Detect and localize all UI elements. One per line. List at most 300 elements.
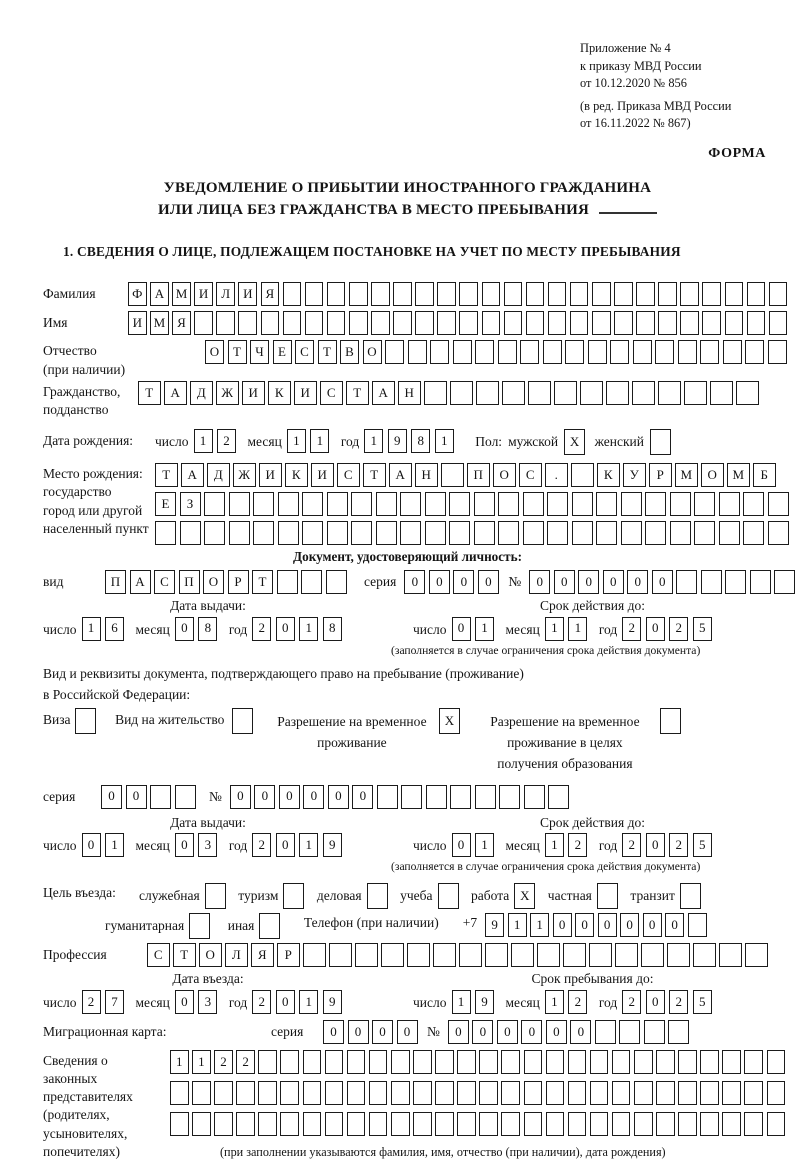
char-cell[interactable]: 1 xyxy=(299,990,318,1014)
char-cell[interactable] xyxy=(702,282,721,306)
char-cell[interactable] xyxy=(619,1020,640,1044)
char-cell[interactable]: 2 xyxy=(669,617,688,641)
char-cell[interactable]: 0 xyxy=(646,833,665,857)
char-cell[interactable]: Т xyxy=(155,463,178,487)
char-cell[interactable]: 8 xyxy=(411,429,430,453)
char-cell[interactable] xyxy=(216,311,235,335)
char-cell[interactable]: 2 xyxy=(252,617,271,641)
char-cell[interactable] xyxy=(229,521,250,545)
char-cell[interactable] xyxy=(391,1112,410,1136)
char-cell[interactable] xyxy=(634,1112,653,1136)
char-cell[interactable] xyxy=(170,1081,189,1105)
char-cell[interactable] xyxy=(415,282,434,306)
purpose-other[interactable] xyxy=(228,913,284,939)
char-cell[interactable] xyxy=(229,492,250,516)
char-cell[interactable] xyxy=(457,1112,476,1136)
char-cell[interactable] xyxy=(572,492,593,516)
purpose-transit[interactable] xyxy=(630,883,704,909)
char-cell[interactable] xyxy=(393,311,412,335)
char-cell[interactable]: 1 xyxy=(105,833,124,857)
char-cell[interactable]: З xyxy=(180,492,201,516)
char-cell[interactable]: 1 xyxy=(192,1050,211,1074)
char-cell[interactable] xyxy=(744,1112,763,1136)
char-cell[interactable]: А xyxy=(150,282,169,306)
char-cell[interactable] xyxy=(253,492,274,516)
char-cell[interactable] xyxy=(523,521,544,545)
char-cell[interactable]: 1 xyxy=(310,429,329,453)
char-cell[interactable] xyxy=(238,311,257,335)
char-cell[interactable]: 0 xyxy=(175,833,194,857)
char-cell[interactable] xyxy=(371,311,390,335)
char-cell[interactable]: И xyxy=(294,381,317,405)
char-cell[interactable] xyxy=(236,1112,255,1136)
char-cell[interactable]: 1 xyxy=(287,429,306,453)
char-cell[interactable] xyxy=(302,521,323,545)
char-cell[interactable] xyxy=(457,1081,476,1105)
char-cell[interactable]: 1 xyxy=(475,617,494,641)
char-cell[interactable] xyxy=(678,1112,697,1136)
char-cell[interactable] xyxy=(482,311,501,335)
char-cell[interactable] xyxy=(633,340,652,364)
char-cell[interactable] xyxy=(547,492,568,516)
char-cell[interactable]: А xyxy=(389,463,412,487)
char-cell[interactable]: 5 xyxy=(693,990,712,1014)
purpose-humanitarian-checkbox[interactable] xyxy=(189,913,214,939)
char-cell[interactable]: 0 xyxy=(472,1020,493,1044)
char-cell[interactable]: 0 xyxy=(303,785,324,809)
char-cell[interactable] xyxy=(745,943,768,967)
char-cell[interactable]: Т xyxy=(346,381,369,405)
char-cell[interactable]: 9 xyxy=(323,990,342,1014)
char-cell[interactable] xyxy=(596,521,617,545)
char-cell[interactable] xyxy=(261,311,280,335)
char-cell[interactable] xyxy=(612,1081,631,1105)
char-cell[interactable] xyxy=(347,1050,366,1074)
char-cell[interactable]: И xyxy=(259,463,282,487)
char-cell[interactable] xyxy=(636,311,655,335)
char-cell[interactable] xyxy=(606,381,629,405)
char-cell[interactable] xyxy=(303,1050,322,1074)
char-cell[interactable] xyxy=(236,1081,255,1105)
char-cell[interactable] xyxy=(658,282,677,306)
char-cell[interactable]: Т xyxy=(138,381,161,405)
char-cell[interactable] xyxy=(303,943,326,967)
char-cell[interactable] xyxy=(355,943,378,967)
char-cell[interactable] xyxy=(774,570,795,594)
char-cell[interactable]: 8 xyxy=(323,617,342,641)
char-cell[interactable]: И xyxy=(242,381,265,405)
char-cell[interactable]: О xyxy=(493,463,516,487)
char-cell[interactable]: И xyxy=(194,282,213,306)
char-cell[interactable] xyxy=(501,1050,520,1074)
purpose-private[interactable] xyxy=(548,883,622,909)
char-cell[interactable]: 3 xyxy=(198,833,217,857)
char-cell[interactable] xyxy=(449,492,470,516)
char-cell[interactable]: 0 xyxy=(101,785,122,809)
char-cell[interactable]: А xyxy=(372,381,395,405)
char-cell[interactable] xyxy=(325,1050,344,1074)
female-checkbox[interactable] xyxy=(650,429,675,455)
visa-checkbox[interactable] xyxy=(75,708,100,734)
char-cell[interactable] xyxy=(615,943,638,967)
char-cell[interactable] xyxy=(283,311,302,335)
char-cell[interactable]: Т xyxy=(318,340,337,364)
char-cell[interactable] xyxy=(325,1081,344,1105)
char-cell[interactable] xyxy=(595,1020,616,1044)
char-cell[interactable] xyxy=(349,282,368,306)
char-cell[interactable]: У xyxy=(623,463,646,487)
char-cell[interactable] xyxy=(656,1050,675,1074)
char-cell[interactable] xyxy=(258,1081,277,1105)
char-cell[interactable]: М xyxy=(150,311,169,335)
char-cell[interactable] xyxy=(385,340,404,364)
char-cell[interactable] xyxy=(305,311,324,335)
char-cell[interactable] xyxy=(678,1050,697,1074)
char-cell[interactable] xyxy=(769,282,788,306)
char-cell[interactable] xyxy=(526,282,545,306)
char-cell[interactable]: С xyxy=(147,943,170,967)
char-cell[interactable] xyxy=(571,463,594,487)
purpose-tourism[interactable] xyxy=(238,883,308,909)
char-cell[interactable]: К xyxy=(285,463,308,487)
char-cell[interactable]: 1 xyxy=(530,913,549,937)
char-cell[interactable] xyxy=(351,492,372,516)
char-cell[interactable]: 5 xyxy=(693,833,712,857)
char-cell[interactable]: 0 xyxy=(404,570,425,594)
char-cell[interactable]: 0 xyxy=(646,990,665,1014)
char-cell[interactable] xyxy=(371,282,390,306)
char-cell[interactable] xyxy=(175,785,196,809)
char-cell[interactable] xyxy=(524,1081,543,1105)
char-cell[interactable]: О xyxy=(205,340,224,364)
char-cell[interactable] xyxy=(283,883,304,909)
char-cell[interactable] xyxy=(189,913,210,939)
char-cell[interactable] xyxy=(568,1081,587,1105)
char-cell[interactable] xyxy=(204,521,225,545)
char-cell[interactable] xyxy=(656,1112,675,1136)
char-cell[interactable] xyxy=(572,521,593,545)
char-cell[interactable] xyxy=(433,943,456,967)
char-cell[interactable] xyxy=(768,492,789,516)
char-cell[interactable]: 5 xyxy=(693,617,712,641)
char-cell[interactable] xyxy=(767,1112,786,1136)
char-cell[interactable] xyxy=(621,492,642,516)
char-cell[interactable] xyxy=(501,1112,520,1136)
char-cell[interactable]: 0 xyxy=(328,785,349,809)
char-cell[interactable] xyxy=(459,311,478,335)
char-cell[interactable] xyxy=(283,282,302,306)
char-cell[interactable]: Н xyxy=(398,381,421,405)
char-cell[interactable] xyxy=(693,943,716,967)
char-cell[interactable]: 8 xyxy=(198,617,217,641)
char-cell[interactable]: Р xyxy=(277,943,300,967)
char-cell[interactable] xyxy=(592,311,611,335)
char-cell[interactable] xyxy=(580,381,603,405)
char-cell[interactable]: 0 xyxy=(279,785,300,809)
char-cell[interactable]: 0 xyxy=(453,570,474,594)
char-cell[interactable] xyxy=(280,1112,299,1136)
char-cell[interactable] xyxy=(259,913,280,939)
char-cell[interactable] xyxy=(301,570,322,594)
char-cell[interactable] xyxy=(453,340,472,364)
char-cell[interactable]: В xyxy=(340,340,359,364)
char-cell[interactable] xyxy=(367,883,388,909)
char-cell[interactable] xyxy=(588,340,607,364)
char-cell[interactable] xyxy=(435,1081,454,1105)
char-cell[interactable]: Т xyxy=(173,943,196,967)
char-cell[interactable]: Л xyxy=(225,943,248,967)
char-cell[interactable] xyxy=(725,570,746,594)
char-cell[interactable] xyxy=(523,492,544,516)
char-cell[interactable]: 0 xyxy=(372,1020,393,1044)
char-cell[interactable]: А xyxy=(130,570,151,594)
char-cell[interactable] xyxy=(475,340,494,364)
char-cell[interactable] xyxy=(499,785,520,809)
char-cell[interactable]: 0 xyxy=(175,990,194,1014)
char-cell[interactable] xyxy=(393,282,412,306)
char-cell[interactable]: О xyxy=(363,340,382,364)
char-cell[interactable] xyxy=(688,913,707,937)
char-cell[interactable] xyxy=(327,521,348,545)
char-cell[interactable]: Ж xyxy=(216,381,239,405)
char-cell[interactable]: 0 xyxy=(276,833,295,857)
char-cell[interactable] xyxy=(719,492,740,516)
char-cell[interactable] xyxy=(614,311,633,335)
char-cell[interactable] xyxy=(719,521,740,545)
char-cell[interactable] xyxy=(745,340,764,364)
male-checkbox[interactable] xyxy=(564,429,589,455)
char-cell[interactable] xyxy=(565,340,584,364)
char-cell[interactable] xyxy=(413,1081,432,1105)
char-cell[interactable] xyxy=(278,492,299,516)
char-cell[interactable]: М xyxy=(172,282,191,306)
char-cell[interactable] xyxy=(170,1112,189,1136)
char-cell[interactable] xyxy=(680,883,701,909)
visa-option[interactable] xyxy=(43,708,99,734)
char-cell[interactable] xyxy=(280,1081,299,1105)
char-cell[interactable] xyxy=(459,943,482,967)
char-cell[interactable]: 2 xyxy=(214,1050,233,1074)
char-cell[interactable]: Я xyxy=(261,282,280,306)
char-cell[interactable] xyxy=(700,340,719,364)
char-cell[interactable]: И xyxy=(128,311,147,335)
char-cell[interactable]: 1 xyxy=(475,833,494,857)
char-cell[interactable]: 3 xyxy=(198,990,217,1014)
char-cell[interactable] xyxy=(504,311,523,335)
char-cell[interactable]: 0 xyxy=(478,570,499,594)
purpose-work[interactable] xyxy=(471,883,539,909)
purpose-tourism-checkbox[interactable] xyxy=(283,883,308,909)
char-cell[interactable] xyxy=(548,311,567,335)
residence-permit-option[interactable] xyxy=(115,708,257,734)
temp-residence-checkbox[interactable] xyxy=(439,708,464,734)
char-cell[interactable]: П xyxy=(105,570,126,594)
char-cell[interactable] xyxy=(232,708,253,734)
char-cell[interactable] xyxy=(437,282,456,306)
char-cell[interactable]: 0 xyxy=(276,617,295,641)
char-cell[interactable] xyxy=(701,570,722,594)
char-cell[interactable] xyxy=(590,1112,609,1136)
char-cell[interactable]: П xyxy=(179,570,200,594)
char-cell[interactable] xyxy=(722,1050,741,1074)
char-cell[interactable]: Я xyxy=(251,943,274,967)
char-cell[interactable]: Я xyxy=(172,311,191,335)
char-cell[interactable] xyxy=(747,282,766,306)
char-cell[interactable]: 9 xyxy=(388,429,407,453)
char-cell[interactable]: Н xyxy=(415,463,438,487)
char-cell[interactable]: О xyxy=(199,943,222,967)
char-cell[interactable] xyxy=(278,521,299,545)
char-cell[interactable]: И xyxy=(238,282,257,306)
char-cell[interactable]: П xyxy=(467,463,490,487)
char-cell[interactable] xyxy=(596,492,617,516)
char-cell[interactable]: Т xyxy=(363,463,386,487)
char-cell[interactable] xyxy=(450,785,471,809)
char-cell[interactable] xyxy=(449,521,470,545)
char-cell[interactable] xyxy=(725,311,744,335)
char-cell[interactable] xyxy=(570,282,589,306)
char-cell[interactable] xyxy=(645,521,666,545)
char-cell[interactable] xyxy=(524,1112,543,1136)
char-cell[interactable]: Б xyxy=(753,463,776,487)
char-cell[interactable] xyxy=(750,570,771,594)
char-cell[interactable] xyxy=(543,340,562,364)
char-cell[interactable] xyxy=(597,883,618,909)
char-cell[interactable]: X xyxy=(514,883,535,909)
char-cell[interactable] xyxy=(347,1081,366,1105)
char-cell[interactable] xyxy=(656,1081,675,1105)
char-cell[interactable] xyxy=(511,943,534,967)
char-cell[interactable]: 0 xyxy=(627,570,648,594)
char-cell[interactable] xyxy=(258,1112,277,1136)
char-cell[interactable]: 1 xyxy=(508,913,527,937)
char-cell[interactable]: 0 xyxy=(554,570,575,594)
char-cell[interactable] xyxy=(435,1050,454,1074)
char-cell[interactable] xyxy=(438,883,459,909)
char-cell[interactable] xyxy=(719,943,742,967)
char-cell[interactable]: 2 xyxy=(217,429,236,453)
char-cell[interactable]: X xyxy=(564,429,585,455)
char-cell[interactable] xyxy=(479,1050,498,1074)
char-cell[interactable] xyxy=(768,340,787,364)
purpose-official[interactable] xyxy=(139,883,229,909)
char-cell[interactable] xyxy=(474,492,495,516)
char-cell[interactable]: 0 xyxy=(546,1020,567,1044)
purpose-business-checkbox[interactable] xyxy=(367,883,392,909)
char-cell[interactable] xyxy=(678,1081,697,1105)
char-cell[interactable] xyxy=(678,340,697,364)
char-cell[interactable] xyxy=(459,282,478,306)
char-cell[interactable] xyxy=(725,282,744,306)
char-cell[interactable]: 2 xyxy=(252,833,271,857)
char-cell[interactable] xyxy=(645,492,666,516)
char-cell[interactable] xyxy=(546,1050,565,1074)
char-cell[interactable] xyxy=(680,311,699,335)
char-cell[interactable] xyxy=(326,570,347,594)
temp-residence-option[interactable] xyxy=(273,708,464,754)
char-cell[interactable] xyxy=(570,311,589,335)
purpose-study[interactable] xyxy=(400,883,462,909)
char-cell[interactable] xyxy=(502,381,525,405)
char-cell[interactable] xyxy=(546,1112,565,1136)
char-cell[interactable]: 0 xyxy=(665,913,684,937)
char-cell[interactable] xyxy=(327,492,348,516)
char-cell[interactable]: 0 xyxy=(323,1020,344,1044)
char-cell[interactable] xyxy=(407,943,430,967)
char-cell[interactable] xyxy=(479,1112,498,1136)
char-cell[interactable] xyxy=(377,785,398,809)
char-cell[interactable] xyxy=(426,785,447,809)
char-cell[interactable]: А xyxy=(181,463,204,487)
char-cell[interactable] xyxy=(537,943,560,967)
char-cell[interactable] xyxy=(743,492,764,516)
purpose-study-checkbox[interactable] xyxy=(438,883,463,909)
char-cell[interactable]: Р xyxy=(649,463,672,487)
char-cell[interactable] xyxy=(501,1081,520,1105)
char-cell[interactable]: 0 xyxy=(397,1020,418,1044)
char-cell[interactable]: 0 xyxy=(521,1020,542,1044)
char-cell[interactable] xyxy=(474,521,495,545)
char-cell[interactable]: 9 xyxy=(485,913,504,937)
char-cell[interactable]: О xyxy=(701,463,724,487)
char-cell[interactable]: 1 xyxy=(170,1050,189,1074)
char-cell[interactable]: К xyxy=(268,381,291,405)
char-cell[interactable]: 0 xyxy=(276,990,295,1014)
char-cell[interactable] xyxy=(303,1081,322,1105)
char-cell[interactable] xyxy=(736,381,759,405)
char-cell[interactable]: С xyxy=(295,340,314,364)
purpose-business[interactable] xyxy=(317,883,391,909)
char-cell[interactable] xyxy=(192,1081,211,1105)
char-cell[interactable] xyxy=(667,943,690,967)
char-cell[interactable] xyxy=(554,381,577,405)
char-cell[interactable]: 0 xyxy=(452,833,471,857)
char-cell[interactable]: 2 xyxy=(622,617,641,641)
char-cell[interactable] xyxy=(548,282,567,306)
char-cell[interactable]: М xyxy=(675,463,698,487)
char-cell[interactable]: К xyxy=(597,463,620,487)
char-cell[interactable] xyxy=(504,282,523,306)
char-cell[interactable]: 0 xyxy=(429,570,450,594)
char-cell[interactable] xyxy=(425,492,446,516)
char-cell[interactable] xyxy=(476,381,499,405)
char-cell[interactable]: 0 xyxy=(575,913,594,937)
char-cell[interactable]: 2 xyxy=(568,990,587,1014)
char-cell[interactable] xyxy=(526,311,545,335)
char-cell[interactable]: Р xyxy=(228,570,249,594)
char-cell[interactable] xyxy=(408,340,427,364)
char-cell[interactable] xyxy=(767,1081,786,1105)
char-cell[interactable] xyxy=(612,1050,631,1074)
char-cell[interactable]: С xyxy=(154,570,175,594)
char-cell[interactable] xyxy=(376,521,397,545)
char-cell[interactable]: 0 xyxy=(620,913,639,937)
char-cell[interactable] xyxy=(520,340,539,364)
char-cell[interactable]: 1 xyxy=(435,429,454,453)
char-cell[interactable]: 2 xyxy=(236,1050,255,1074)
char-cell[interactable] xyxy=(302,492,323,516)
char-cell[interactable] xyxy=(400,521,421,545)
char-cell[interactable] xyxy=(670,492,691,516)
char-cell[interactable]: 0 xyxy=(497,1020,518,1044)
char-cell[interactable] xyxy=(592,282,611,306)
char-cell[interactable] xyxy=(155,521,176,545)
char-cell[interactable] xyxy=(400,492,421,516)
char-cell[interactable]: Д xyxy=(207,463,230,487)
char-cell[interactable]: 0 xyxy=(603,570,624,594)
char-cell[interactable]: 2 xyxy=(568,833,587,857)
char-cell[interactable] xyxy=(668,1020,689,1044)
